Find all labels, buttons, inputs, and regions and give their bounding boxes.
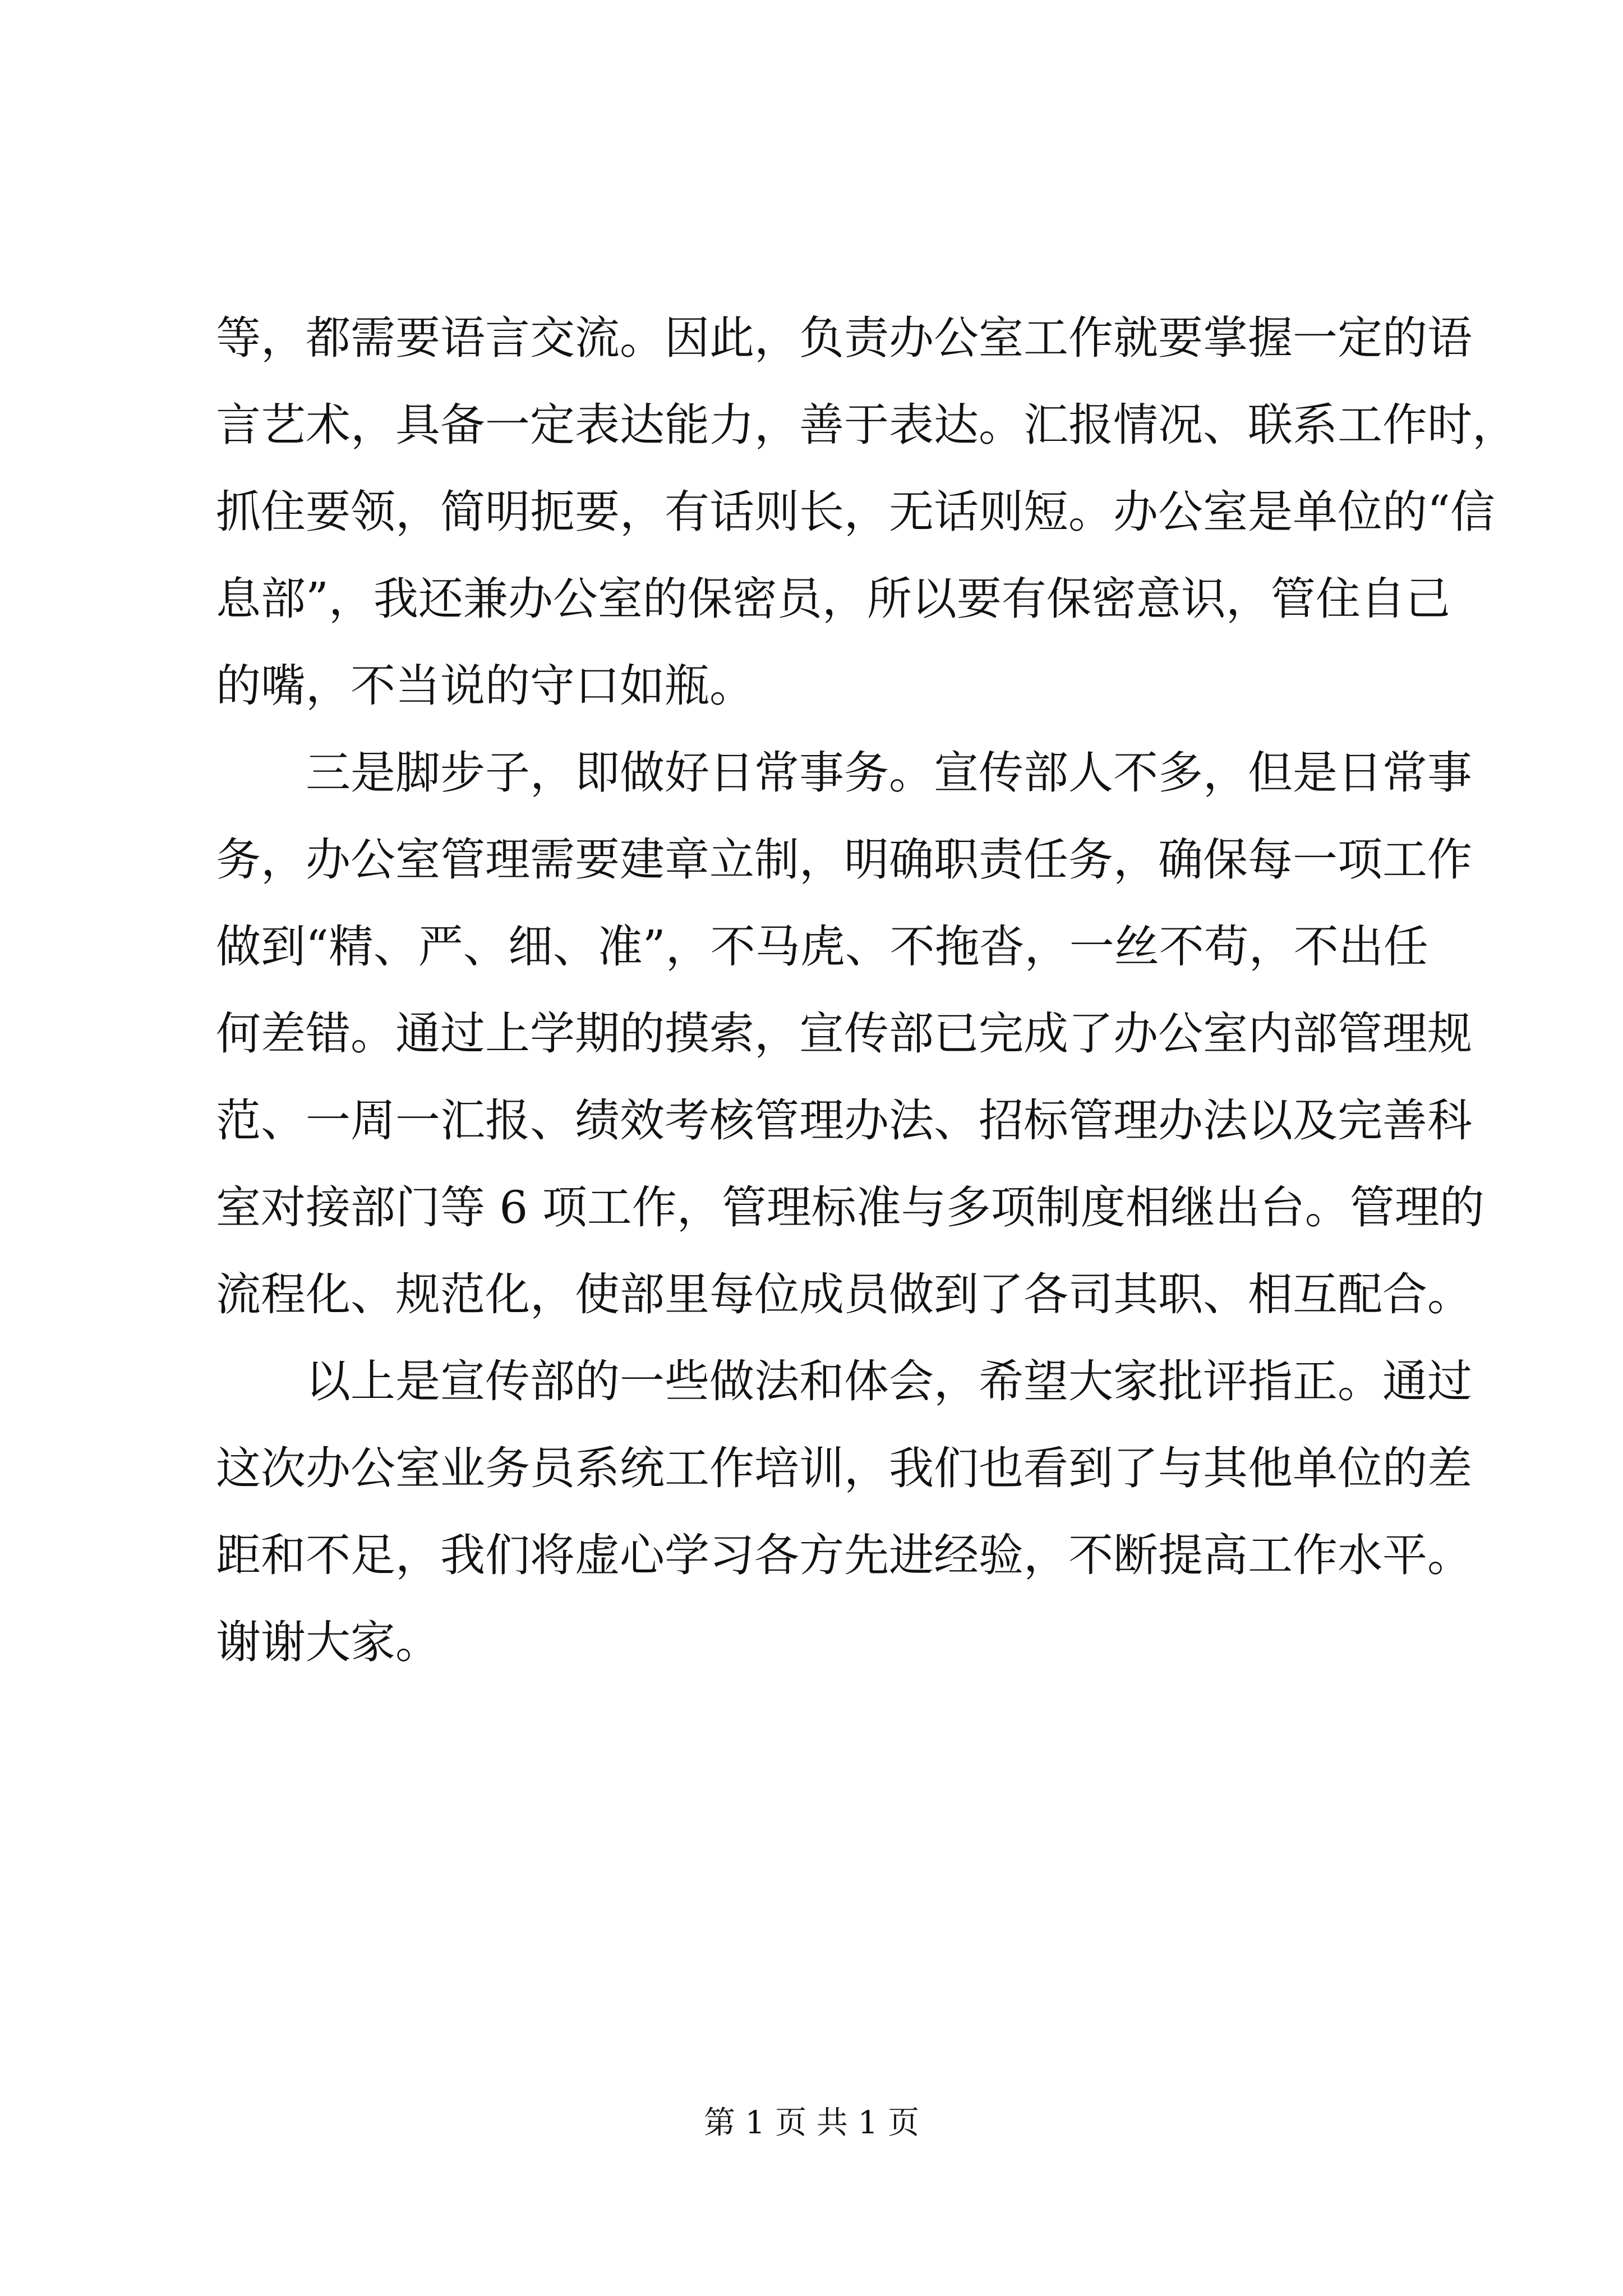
text-line: 这次办公室业务员系统工作培训，我们也看到了与其他单位的差 <box>216 1442 1472 1494</box>
text-line: 流程化、规范化，使部里每位成员做到了各司其职、相互配合。 <box>216 1268 1472 1320</box>
text-line: 以上是宣传部的一些做法和体会，希望大家批评指正。通过 <box>306 1355 1472 1407</box>
page-footer: 第 1 页 共 1 页 <box>703 2105 920 2141</box>
text-line: 务，办公室管理需要建章立制，明确职责任务，确保每一项工作 <box>216 834 1472 886</box>
text-line: 的嘴，不当说的守口如瓶。 <box>216 660 754 712</box>
text-line: 谢谢大家。 <box>216 1616 440 1668</box>
text-line: 距和不足，我们将虚心学习各方先进经验，不断提高工作水平。 <box>216 1529 1472 1581</box>
text-line: 三是脚步子，即做好日常事务。宣传部人不多，但是日常事 <box>306 747 1472 799</box>
paragraph <box>216 729 1484 1338</box>
paragraph <box>216 1338 1472 1686</box>
text-line: 息部”，我还兼办公室的保密员，所以要有保密意识，管住自己 <box>216 573 1450 625</box>
text-line: 范、一周一汇报、绩效考核管理办法、招标管理办法以及完善科 <box>216 1094 1472 1147</box>
text-line: 等，都需要语言交流。因此，负责办公室工作就要掌握一定的语 <box>216 312 1472 364</box>
text-line: 何差错。通过上学期的摸索，宣传部已完成了办公室内部管理规 <box>216 1007 1472 1060</box>
document-body <box>216 295 1517 1686</box>
text-line: 做到“精、严、细、准”，不马虎、不拖沓，一丝不苟，不出任 <box>216 921 1428 973</box>
text-line: 言艺术，具备一定表达能力，善于表达。汇报情况、联系工作时， <box>216 399 1517 451</box>
text-line: 抓住要领，简明扼要，有话则长，无话则短。办公室是单位的“信 <box>216 486 1495 538</box>
text-line: 室对接部门等 6 项工作，管理标准与多项制度相继出台。管理的 <box>216 1181 1484 1234</box>
paragraph <box>216 295 1517 729</box>
